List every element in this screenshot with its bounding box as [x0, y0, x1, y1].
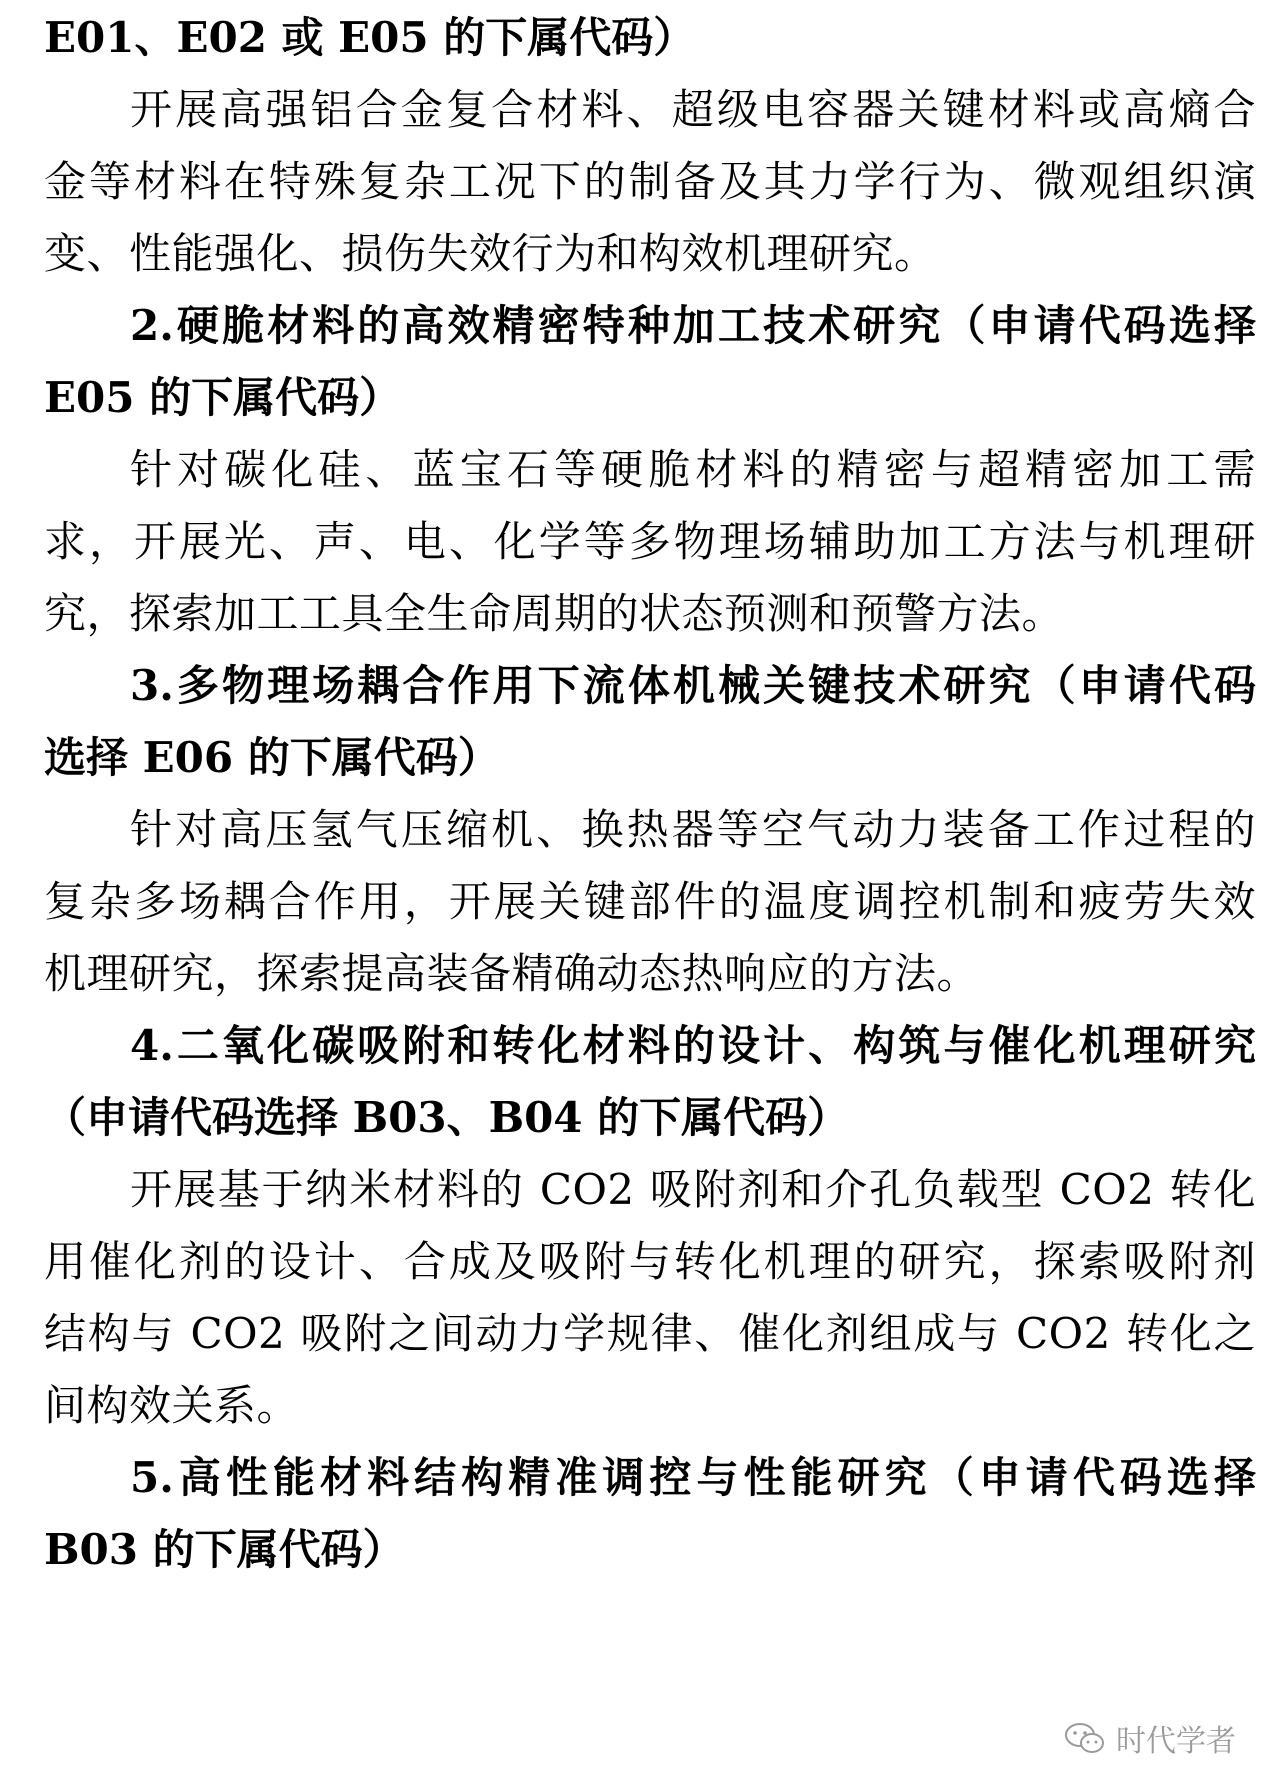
paragraph-2-line-2: 求，开展光、声、电、化学等多物理场辅助加工方法与机理研: [44, 517, 1256, 566]
paragraph-3-line-2: 复杂多场耦合作用，开展关键部件的温度调控机制和疲劳失效: [44, 877, 1256, 926]
paragraph-1-line-2: 金等材料在特殊复杂工况下的制备及其力学行为、微观组织演: [44, 157, 1256, 206]
paragraph-3-line-1: 针对高压氢气压缩机、换热器等空气动力装备工作过程的: [130, 805, 1256, 854]
heading-4-line-2: （申请代码选择 B03、B04 的下属代码）: [44, 1093, 850, 1142]
paragraph-4-line-4: 间构效关系。: [44, 1381, 300, 1430]
heading-4-line-1: 4.二氧化碳吸附和转化材料的设计、构筑与催化机理研究: [130, 1021, 1256, 1070]
paragraph-2-line-1: 针对碳化硅、蓝宝石等硬脆材料的精密与超精密加工需: [130, 445, 1256, 494]
heading-3-line-1: 3.多物理场耦合作用下流体机械关键技术研究（申请代码: [130, 661, 1256, 710]
paragraph-4-line-1: 开展基于纳米材料的 CO2 吸附剂和介孔负载型 CO2 转化: [130, 1165, 1256, 1214]
heading-5-line-1: 5.高性能材料结构精准调控与性能研究（申请代码选择: [130, 1453, 1256, 1502]
paragraph-3-line-3: 机理研究，探索提高装备精确动态热响应的方法。: [44, 949, 980, 998]
paragraph-2-line-3: 究，探索加工工具全生命周期的状态预测和预警方法。: [44, 589, 1065, 638]
heading-5-line-2: B03 的下属代码）: [44, 1525, 405, 1574]
watermark: [1064, 1716, 1236, 1760]
watermark-text: 时代学者: [1116, 1724, 1236, 1759]
document-page: [44, 0, 1256, 1772]
wechat-icon: [1064, 1721, 1106, 1755]
paragraph-1-line-1: 开展高强铝合金复合材料、超级电容器关键材料或高熵合: [130, 85, 1256, 134]
paragraph-4-line-2: 用催化剂的设计、合成及吸附与转化机理的研究，探索吸附剂: [44, 1237, 1256, 1286]
heading-2-line-1: 2.硬脆材料的高效精密特种加工技术研究（申请代码选择: [130, 301, 1256, 350]
heading-3-line-2: 选择 E06 的下属代码）: [44, 733, 500, 782]
heading-1-continuation: E01、E02 或 E05 的下属代码）: [44, 13, 696, 62]
paragraph-1-line-3: 变、性能强化、损伤失效行为和构效机理研究。: [44, 229, 937, 278]
paragraph-4-line-3: 结构与 CO2 吸附之间动力学规律、催化剂组成与 CO2 转化之: [44, 1309, 1256, 1358]
heading-2-line-2: E05 的下属代码）: [44, 373, 402, 422]
